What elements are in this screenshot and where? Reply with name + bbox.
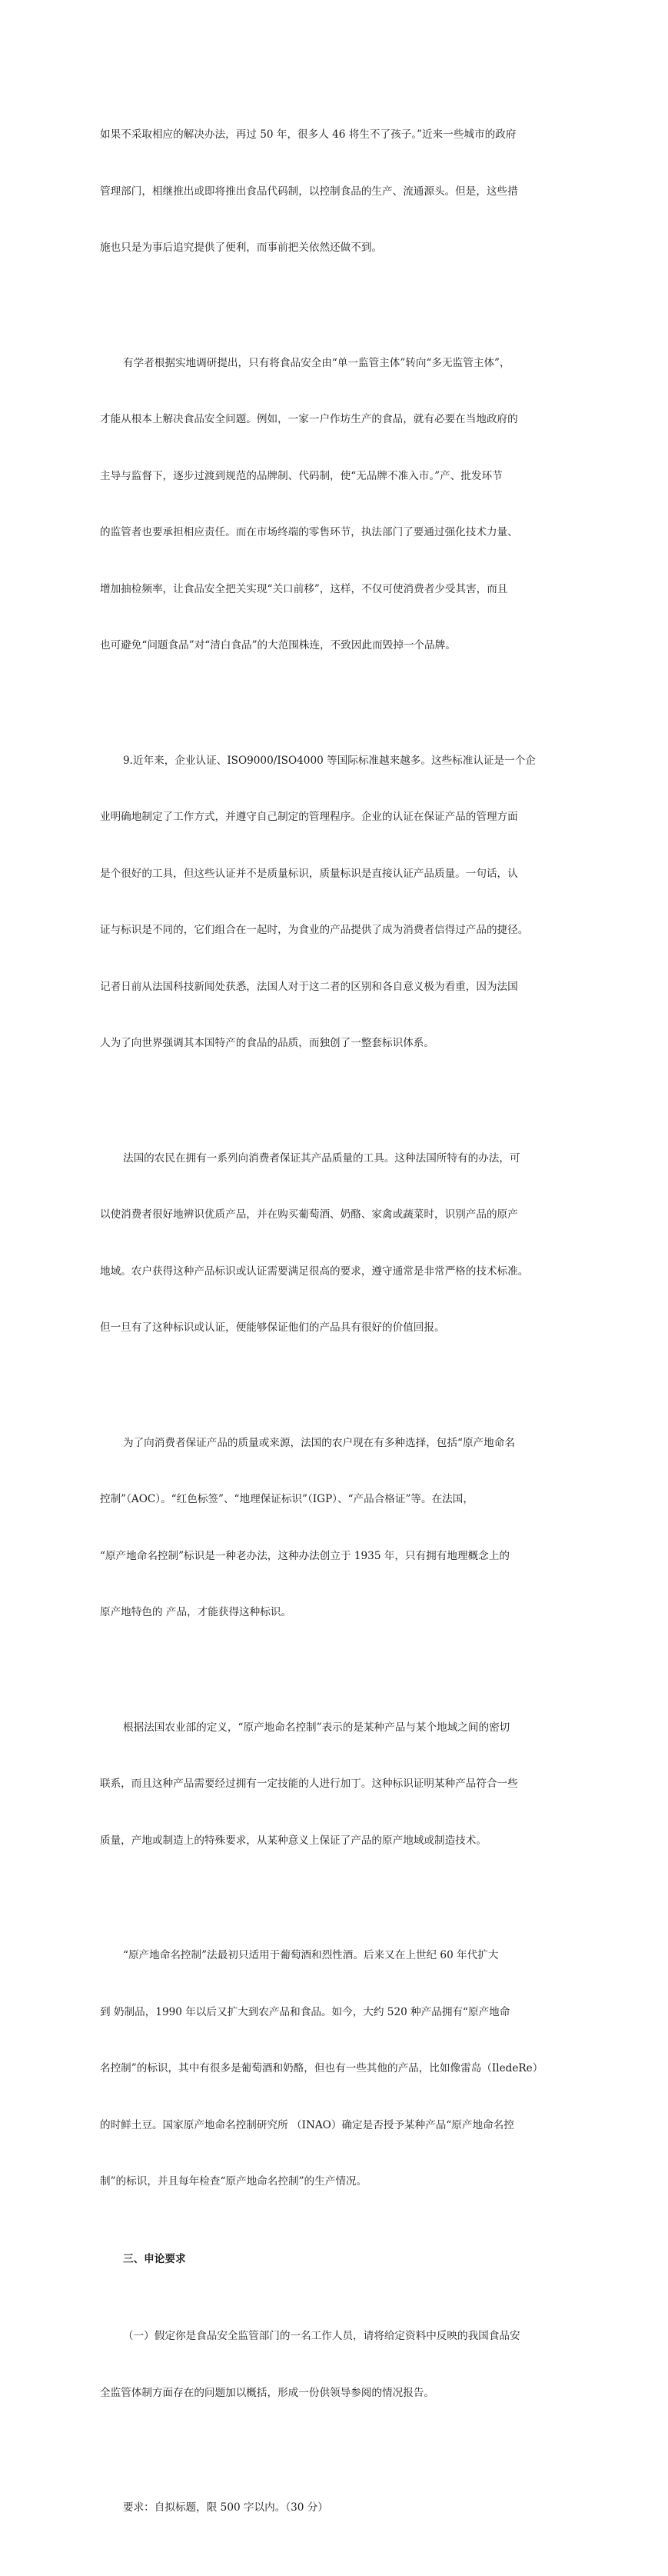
document-page (100, 98, 570, 2576)
text-line: 增加抽检频率，让食品安全把关实现“关口前移”，这样，不仅可使消费者少受其害，而且 (100, 582, 508, 595)
text-line: 全监管体制方面存在的问题加以概括，形成一份供领导参阅的情况报告。 (100, 2386, 434, 2399)
paragraph-2 (100, 316, 570, 693)
text-line: 以使消费者很好地辨识优质产品，并在购买葡萄酒、奶酪、家禽或蔬菜时，识别产品的原产 (100, 1208, 518, 1221)
text-line: 制”的标识，并且每年检查“原产地命名控制”的生产情况。 (100, 2175, 367, 2188)
text-line: 记者日前从法国科技新闻处获悉，法国人对于这二者的区别和各自意义极为看重，因为法国 (100, 980, 518, 993)
text-line: 业明确地制定了工作方式，并遵守自己制定的管理程序。企业的认证在保证产品的管理方面 (100, 811, 518, 823)
text-line: “原产地命名控制”法最初只适用于葡萄酒和烈性酒。后来又在上世纪 60 年代扩大 (123, 1949, 499, 1961)
text-line: 也可避免“问题食品”对“清白食品”的大范围株连，不致因此而毁掉一个品牌。 (100, 639, 456, 651)
paragraph-1 (100, 88, 570, 295)
text-line: 有学者根据实地调研提出，只有将食品安全由“单一监管主体”转向“多无监管主体”， (123, 356, 510, 369)
paragraph-3 (100, 714, 570, 1091)
paragraph-7 (100, 1908, 570, 2229)
text-line: 但一旦有了这种标识或认证，便能够保证他们的产品具有很好的价值回报。 (100, 1321, 445, 1334)
text-line: 9.近年来，企业认证、ISO9000/ISO4000 等国际标准越来越多。这些标准认证是一个企 (123, 754, 536, 767)
text-line: 法国的农民在拥有一系列向消费者保证其产品质量的工具。这种法国所特有的办法，可 (123, 1151, 520, 1165)
text-line: 到 奶制品，1990 年以后又扩大到农产品和食品。如今，大约 520 种产品拥有“原产地命 (100, 2005, 510, 2018)
text-line: 才能从根本上解决食品安全问题。例如，一家一户作坊生产的食品，就有必要在当地政府的 (100, 413, 518, 425)
text-line: 名控制”的标识，其中有很多是葡萄酒和奶酪，但也有一些其他的产品，比如像雷岛（IledeRe） (100, 2062, 543, 2074)
text-line: 管理部门，相继推出或即将推出食品代码制，以控制食品的生产、流通源头。但是，这些措 (100, 185, 518, 198)
question-requirement (100, 2461, 570, 2555)
text-line: 地域。农户获得这种产品标识或认证需要满足很高的要求，遵守通常是非常严格的技术标准。 (100, 1265, 529, 1278)
text-line: 证与标识是不同的，它们组合在一起时，为食业的产品提供了成为消费者信得过产品的捷径。 (100, 924, 529, 936)
text-line: 如果不采取相应的解决办法，再过 50 年，很多人 46 将生不了孩子。”近来一些城市的政府 (100, 128, 517, 141)
text-line: “原产地命名控制”标识是一种老办法，这种办法创立于 1935 年，只有拥有地理概念上的 (100, 1549, 510, 1562)
text-line: 施也只是为事后追究提供了便利，而事前把关依然还做不到。 (100, 242, 383, 254)
text-line: 质量，产地或制造上的特殊要求，从某种意义上保证了产品的原产地域或制造技术。 (100, 1834, 487, 1847)
text-line: 控制”（AOC）。“红色标签”、“地理保证标识”（IGP）、“产品合格证”等。在法国， (100, 1493, 474, 1505)
text-line: 主导与监督下，逐步过渡到规范的品牌制、代码制，使“无品牌不准入市。”产、批发环节 (100, 469, 503, 482)
text-line: （一）假定你是食品安全监管部门的一名工作人员，请将给定资料中反映的我国食品安 (123, 2330, 520, 2342)
paragraph-6 (100, 1681, 570, 1888)
text-line: 是个很好的工具，但这些认证并不是质量标识，质量标识是直接认证产品质量。一句话，认 (100, 867, 518, 880)
text-line: 根据法国农业部的定义，“原产地命名控制”表示的是某种产品与某个地域之间的密切 (123, 1721, 510, 1734)
text-line: 的监管者也要承担相应责任。而在市场终端的零售环节，执法部门了要通过强化技术力量、 (100, 526, 518, 538)
question-1 (100, 2289, 570, 2440)
paragraph-4 (100, 1111, 570, 1375)
text-line: 原产地特色的 产品，才能获得这种标识。 (100, 1606, 292, 1618)
section-heading: 三、申论要求 (123, 2252, 186, 2265)
text-line: 人为了向世界强调其本国特产的食品的品质，而独创了一整套标识体系。 (100, 1037, 434, 1049)
paragraph-5 (100, 1396, 570, 1660)
text-line: 为了向消费者保证产品的质量或来源，法国的农户现在有多种选择，包括“原产地命名 (123, 1436, 515, 1449)
text-line: 联系，而且这种产品需要经过拥有一定技能的人进行加丁。这种标识证明某种产品符合一些 (100, 1778, 518, 1790)
text-line: 的时鲜土豆。国家原产地命名控制研究所 （INAO）确定是否授予某种产品“原产地命名控 (100, 2118, 514, 2131)
text-line: 要求：自拟标题，限 500 字以内。（30 分） (123, 2501, 328, 2514)
